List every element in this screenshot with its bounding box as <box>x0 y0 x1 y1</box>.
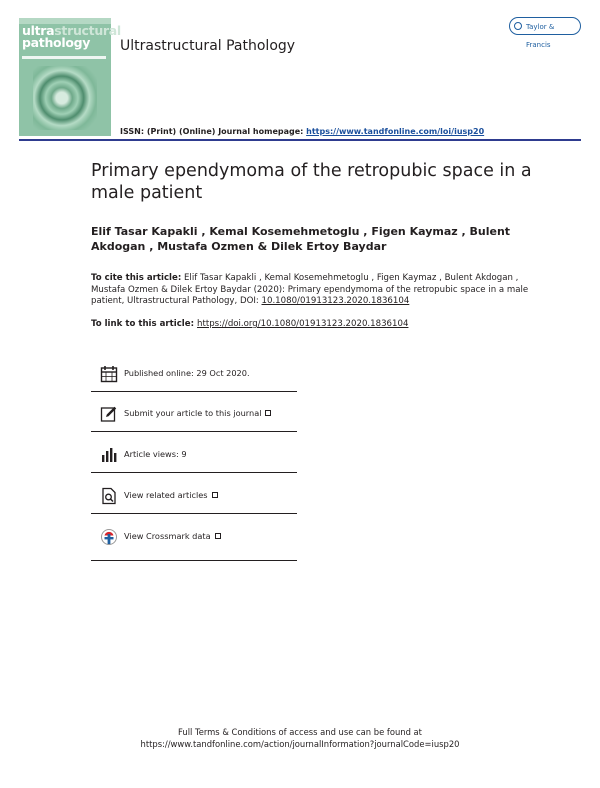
divider <box>91 513 297 514</box>
divider <box>91 560 297 561</box>
views-row <box>91 446 297 487</box>
publisher-logo-text: Taylor & Francis <box>526 23 555 49</box>
citation-label: To cite this article: <box>91 273 182 283</box>
crossmark-icon <box>100 528 118 546</box>
article-authors: Elif Tasar Kapakli , Kemal Kosemehmetoglu , Figen Kaymaz , Bulent Akdogan , Mustafa Ozmen & Dilek Ertoy Baydar <box>91 225 511 253</box>
article-views: Article views: 9 <box>124 449 187 459</box>
crossmark-link[interactable] <box>124 531 221 541</box>
published-row <box>91 365 297 406</box>
cover-title-structural: structural <box>54 23 121 38</box>
external-link-icon <box>212 492 218 498</box>
crossmark-label: View Crossmark data <box>124 531 211 541</box>
terms-link[interactable]: https://www.tandfonline.com/action/journalInformation?journalCode=iusp20 <box>140 739 460 749</box>
cover-image <box>33 66 97 130</box>
divider <box>91 431 297 432</box>
publisher-logo[interactable] <box>509 17 581 49</box>
publisher-logo-icon <box>514 22 522 30</box>
citation <box>91 273 531 308</box>
cover-title-pathology: pathology <box>22 34 91 50</box>
submit-row[interactable] <box>91 405 297 446</box>
doi-link[interactable]: 10.1080/01913123.2020.1836104 <box>261 296 410 306</box>
journal-cover[interactable] <box>19 18 121 136</box>
cover-subtitle-bar <box>22 56 106 59</box>
article-link[interactable]: https://doi.org/10.1080/01913123.2020.1836104 <box>197 319 409 329</box>
journal-homepage-link[interactable]: https://www.tandfonline.com/loi/iusp20 <box>306 127 485 136</box>
external-link-icon <box>265 410 271 416</box>
issn-text: ISSN: (Print) (Online) Journal homepage: <box>120 127 307 136</box>
calendar-icon <box>100 365 118 383</box>
article-link-label: To link to this article: <box>91 319 198 329</box>
cover-title-ultra: ultra <box>22 23 55 38</box>
related-articles-link[interactable] <box>124 490 218 500</box>
header-rule <box>19 139 581 141</box>
external-link-icon <box>215 533 221 539</box>
terms-footer <box>0 726 600 750</box>
issn-line <box>120 127 484 136</box>
journal-name[interactable]: Ultrastructural Pathology <box>120 38 296 54</box>
related-row[interactable] <box>91 487 297 528</box>
related-articles-label: View related articles <box>124 490 208 500</box>
submit-article-link[interactable] <box>124 408 271 418</box>
submit-article-label: Submit your article to this journal <box>124 408 262 418</box>
cover-title <box>22 25 121 48</box>
search-document-icon <box>100 487 118 505</box>
bar-chart-icon <box>100 446 118 464</box>
divider <box>91 391 297 392</box>
terms-text: Full Terms & Conditions of access and use can be found at <box>178 727 422 737</box>
divider <box>91 472 297 473</box>
published-date: Published online: 29 Oct 2020. <box>124 368 250 378</box>
edit-icon <box>100 405 118 423</box>
article-title: Primary ependymoma of the retropubic space in a male patient <box>91 161 532 203</box>
article-link-line <box>91 319 408 329</box>
citation-text: Elif Tasar Kapakli , Kemal Kosemehmetoglu , Figen Kaymaz , Bulent Akdogan , Mustafa Ozmen & Dilek Ertoy Baydar (2020): Primary ependymoma of the retropubic space in a male patient, Ultrastructural Pathology, DOI: <box>91 273 529 306</box>
crossmark-row[interactable] <box>91 528 297 569</box>
